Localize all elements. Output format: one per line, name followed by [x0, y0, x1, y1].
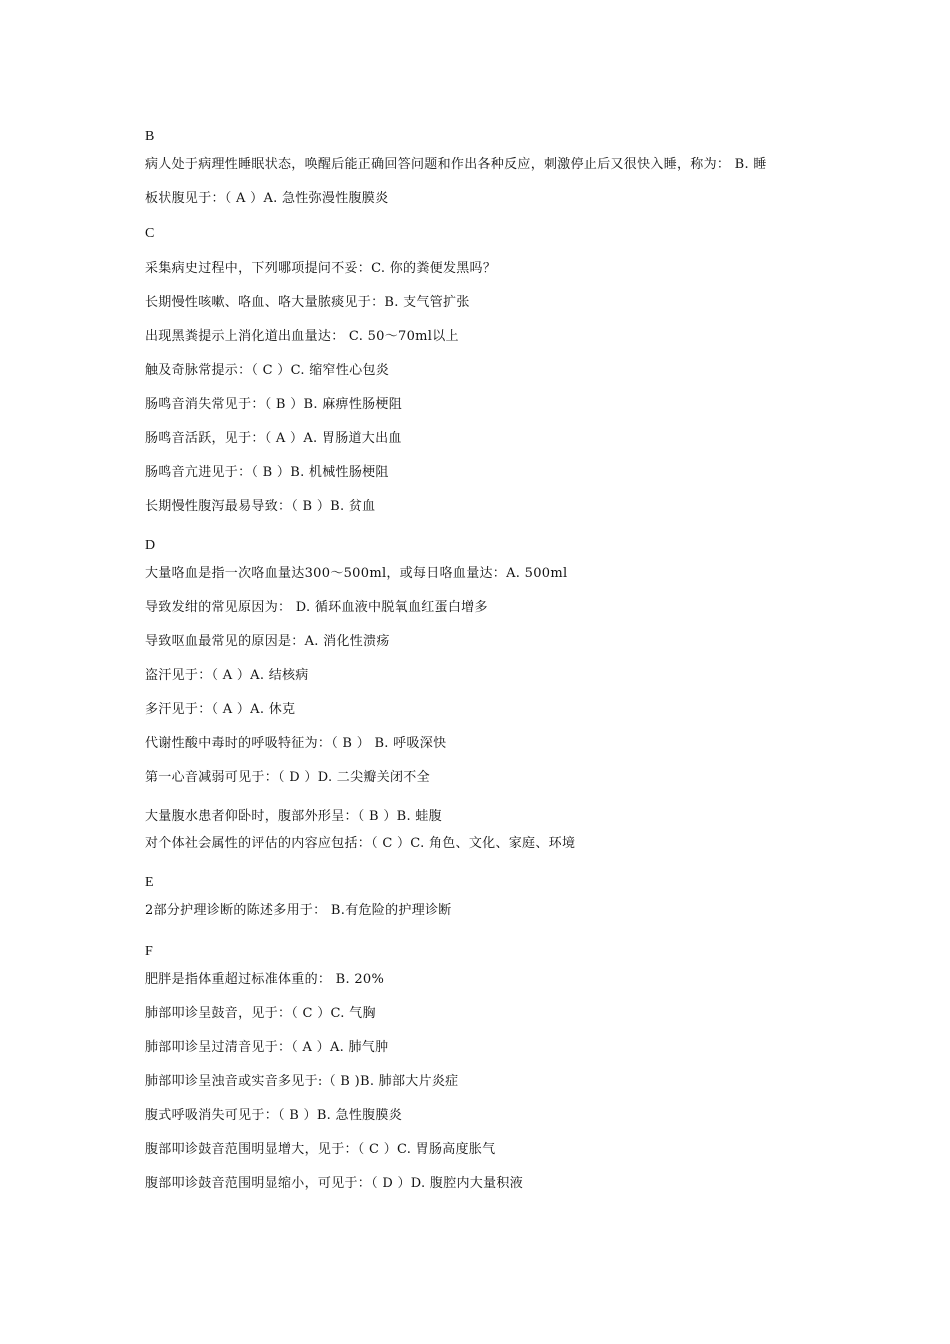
section-heading-c: C: [145, 226, 155, 241]
question-line: 第一心音减弱可见于：（ D ）D. 二尖瓣关闭不全: [145, 770, 430, 785]
question-line: 导致呕血最常见的原因是：A. 消化性溃疡: [145, 634, 390, 649]
question-line: 腹部叩诊鼓音范围明显缩小，可见于：（ D ）D. 腹腔内大量积液: [145, 1176, 524, 1191]
question-line: 腹式呼吸消失可见于：（ B ）B. 急性腹膜炎: [145, 1108, 403, 1123]
question-line: 多汗见于：（ A ）A. 休克: [145, 702, 296, 717]
question-line: 肠鸣音消失常见于：（ B ）B. 麻痹性肠梗阻: [145, 397, 403, 412]
question-line: 出现黑粪提示上消化道出血量达： C. 50～70ml以上: [145, 329, 459, 344]
question-line: 长期慢性咳嗽、咯血、咯大量脓痰见于：B. 支气管扩张: [145, 295, 470, 310]
question-line: 大量咯血是指一次咯血量达300～500ml，或每日咯血量达：A. 500ml: [145, 566, 568, 581]
question-line: 肺部叩诊呈鼓音，见于：（ C ）C. 气胸: [145, 1006, 376, 1021]
question-line: 盗汗见于：（ A ）A. 结核病: [145, 668, 309, 683]
question-line: 肺部叩诊呈浊音或实音多见于:（ B )B. 肺部大片炎症: [145, 1074, 459, 1089]
section-heading-b: B: [145, 129, 155, 144]
question-line: 代谢性酸中毒时的呼吸特征为：（ B ） B. 呼吸深快: [145, 736, 447, 751]
question-line: 腹部叩诊鼓音范围明显增大，见于：（ C ）C. 胃肠高度胀气: [145, 1142, 496, 1157]
section-heading-e: E: [145, 875, 154, 890]
question-line: 肠鸣音活跃，见于：（ A ）A. 胃肠道大出血: [145, 431, 402, 446]
question-line: 肺部叩诊呈过清音见于：（ A ）A. 肺气肿: [145, 1040, 389, 1055]
question-line: 长期慢性腹泻最易导致：（ B ）B. 贫血: [145, 499, 376, 514]
question-line: 采集病史过程中，下列哪项提问不妥：C. 你的粪便发黑吗？: [145, 261, 497, 276]
question-line: 肠鸣音亢进见于：（ B ）B. 机械性肠梗阻: [145, 465, 389, 480]
question-line: 病人处于病理性睡眠状态，唤醒后能正确回答问题和作出各种反应，刺激停止后又很快入睡，称为： B. 睡: [145, 157, 767, 172]
question-line: 触及奇脉常提示：（ C ）C. 缩窄性心包炎: [145, 363, 390, 378]
question-line: 2部分护理诊断的陈述多用于： B.有危险的护理诊断: [145, 903, 452, 918]
section-heading-d: D: [145, 538, 156, 553]
question-line: 大量腹水患者仰卧时，腹部外形呈：（ B ）B. 蛙腹: [145, 809, 442, 824]
question-line: 导致发绀的常见原因为： D. 循环血液中脱氧血红蛋白增多: [145, 600, 488, 615]
question-line: 对个体社会属性的评估的内容应包括：（ C ）C. 角色、文化、家庭、环境: [145, 836, 576, 851]
question-line: 肥胖是指体重超过标准体重的： B. 20%: [145, 972, 385, 987]
question-line: 板状腹见于：（ A ）A. 急性弥漫性腹膜炎: [145, 191, 389, 206]
section-heading-f: F: [145, 944, 154, 959]
